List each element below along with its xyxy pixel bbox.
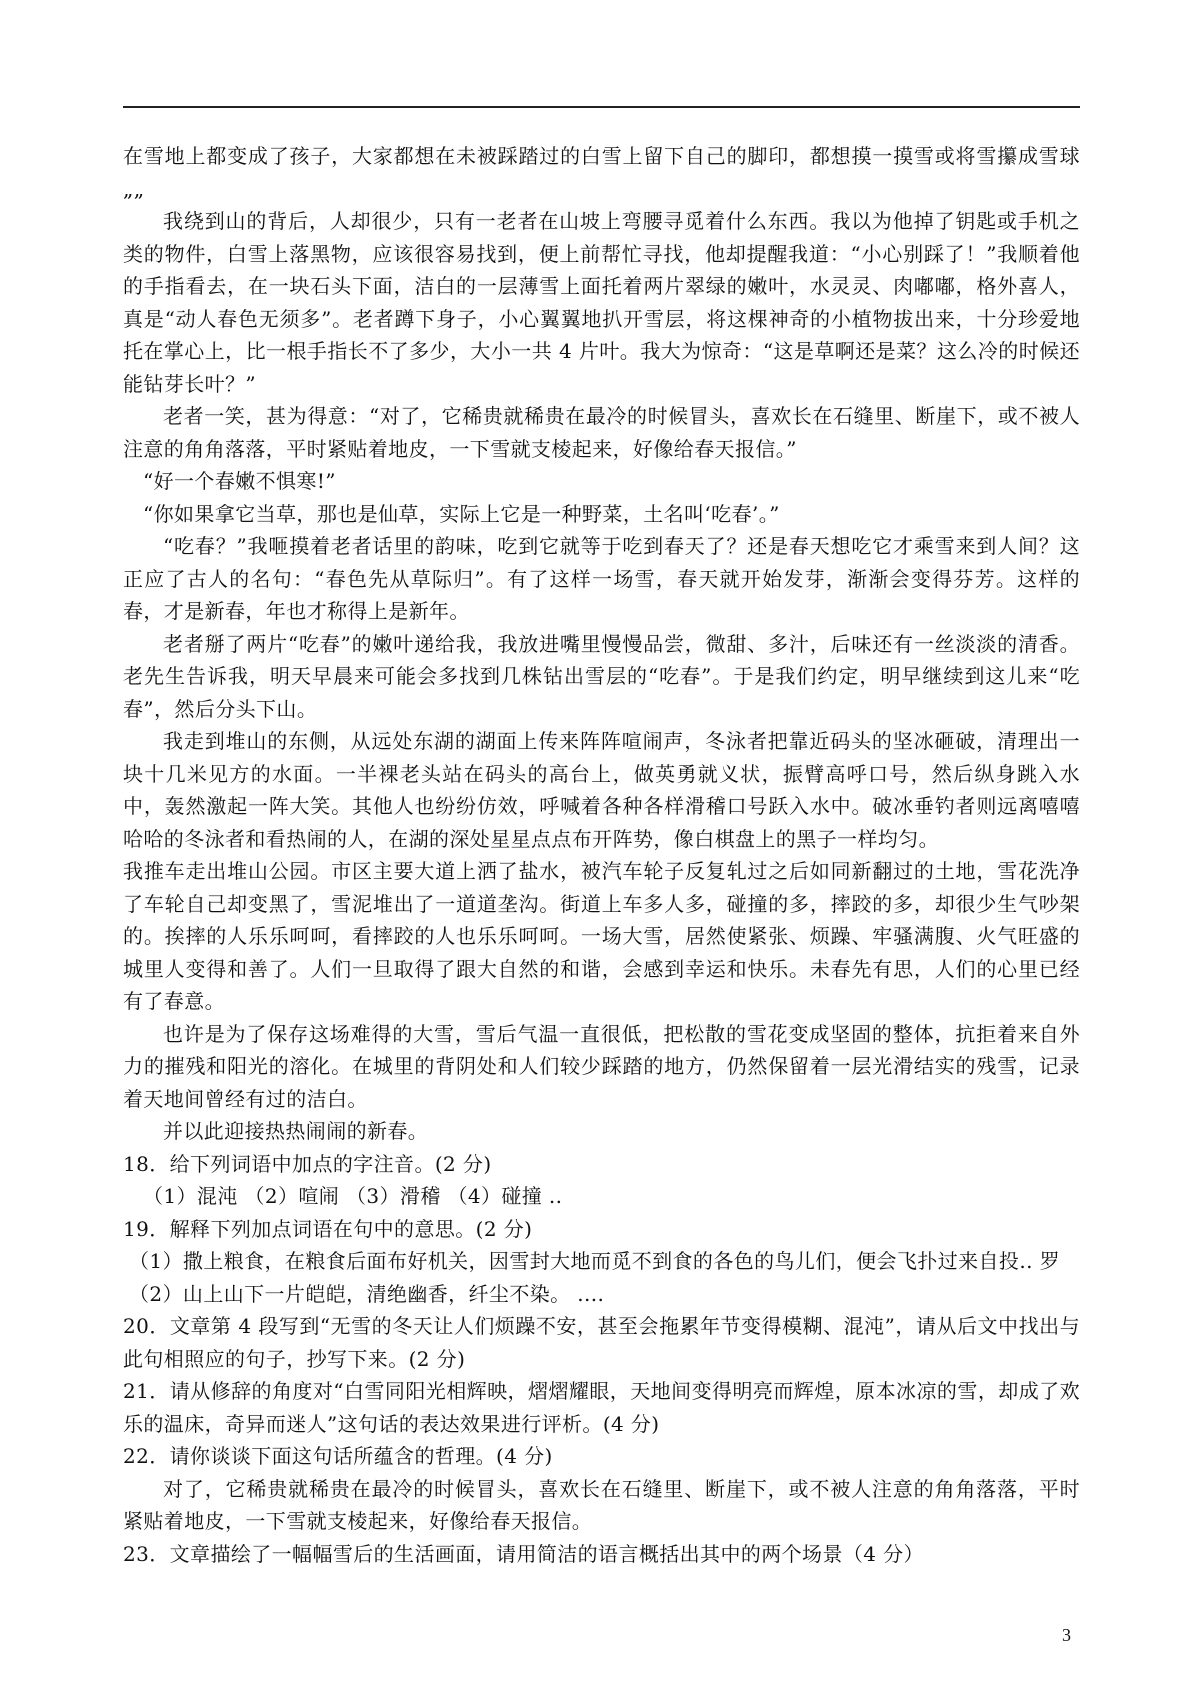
- paragraph: “吃春？”我咂摸着老者话里的韵味，吃到它就等于吃到春天了？还是春天想吃它才乘雪来到人间？这正应了古人的名句：“春色先从草际归”。有了这样一场雪，春天就开始发芽，渐渐会变得芬芳。这样的春，才是新春，年也才称得上是新年。: [123, 534, 1080, 623]
- paragraph: 我绕到山的背后，人却很少，只有一老者在山坡上弯腰寻觅着什么东西。我以为他掉了钥匙或手机之类的物件，白雪上落黑物，应该很容易找到，便上前帮忙寻找，他却提醒我道：“小心别踩了！”我顺着他的手指看去，在一块石头下面，洁白的一层薄雪上面托着两片翠绿的嫩叶，水灵灵、肉嘟嘟，格外喜人，真是“动人春色无须多”。老者蹲下身子，小心翼翼地扒开雪层，将这棵神奇的小植物拔出来，十分珍爱地托在掌心上，比一根手指长不了多少，大小一共 4 片叶。我大为惊奇：“这是草啊还是菜？这么冷的时候还能钻芽长叶？”: [123, 209, 1080, 396]
- paragraph: 我推车走出堆山公园。市区主要大道上洒了盐水，被汽车轮子反复轧过之后如同新翻过的土地，雪花洗净了车轮自己却变黑了，雪泥堆出了一道道垄沟。街道上车多人多，碰撞的多，摔跤的多，却很少生气吵架的。挨摔的人乐乐呵呵，看摔跤的人也乐乐呵呵。一场大雪，居然使紧张、烦躁、牢骚满腹、火气旺盛的城里人变得和善了。人们一旦取得了跟大自然的和谐，会感到幸运和快乐。未春先有思，人们的心里已经有了春意。: [123, 859, 1080, 1013]
- question-19-item: （1）撒上粮食，在粮食后面布好机关，因雪封大地而觅不到食的各色的鸟儿们，便会飞扑过来自投.. 罗: [129, 1249, 1060, 1273]
- paragraph: 老者掰了两片“吃春”的嫩叶递给我，我放进嘴里慢慢品尝，微甜、多汁，后味还有一丝淡淡的清香。老先生告诉我，明天早晨来可能会多找到几株钻出雪层的“吃春”。于是我们约定，明早继续到这儿来“吃春”，然后分头下山。: [123, 631, 1080, 721]
- paragraph: 并以此迎接热热闹闹的新春。: [163, 1119, 429, 1143]
- question-18-stem: 18．给下列词语中加点的字注音。(2 分): [123, 1151, 492, 1176]
- header-rule: [123, 106, 1080, 108]
- question-21-stem: 21．请从修辞的角度对“白雪同阳光相辉映，熠熠耀眼，天地间变得明亮而辉煌，原本冰凉的雪，却成了欢乐的温床，奇异而迷人”这句话的表达效果进行评析。(4 分): [123, 1379, 1080, 1436]
- paragraph: 也许是为了保存这场难得的大雪，雪后气温一直很低，把松散的雪花变成坚固的整体，抗拒着来自外力的摧残和阳光的溶化。在城里的背阴处和人们较少踩踏的地方，仍然保留着一层光滑结实的残雪，记录着天地间曾经有过的洁白。: [123, 1021, 1080, 1111]
- question-22-quote: 对了，它稀贵就稀贵在最冷的时候冒头，喜欢长在石缝里、断崖下，或不被人注意的角角落落，平时紧贴着地皮，一下雪就支棱起来，好像给春天报信。: [123, 1476, 1080, 1533]
- paragraph: 老者一笑，甚为得意：“对了，它稀贵就稀贵在最冷的时候冒头，喜欢长在石缝里、断崖下，或不被人注意的角角落落，平时紧贴着地皮，一下雪就支棱起来，好像给春天报信。”: [123, 404, 1080, 461]
- question-23-stem: 23．文章描绘了一幅幅雪后的生活画面，请用简洁的语言概括出其中的两个场景（4 分）: [123, 1541, 924, 1566]
- paragraph: “你如果拿它当草，那也是仙草，实际上它是一种野菜，土名叫‘吃春’。”: [143, 501, 780, 526]
- paragraph: “好一个春嫩不惧寒!”: [143, 469, 336, 493]
- question-19-item: （2）山上山下一片皑皑，清绝幽香，纤尘不染。 ....: [129, 1281, 605, 1306]
- question-22-stem: 22．请你谈谈下面这句话所蕴含的哲理。(4 分): [123, 1444, 553, 1468]
- article-body: [123, 140, 1080, 1570]
- paragraph: 我走到堆山的东侧，从远处东湖的湖面上传来阵阵喧闹声，冬泳者把靠近码头的坚冰砸破，清理出一块十几米见方的水面。一半裸老头站在码头的高台上，做英勇就义状，振臂高呼口号，然后纵身跳入水中，轰然激起一阵大笑。其他人也纷纷仿效，呼喊着各种各样滑稽口号跃入水中。破冰垂钓者则远离嘻嘻哈哈的冬泳者和看热闹的人，在湖的深处星星点点布开阵势，像白棋盘上的黑子一样均匀。: [123, 729, 1080, 851]
- question-20-stem: 20．文章第 4 段写到“无雪的冬天让人们烦躁不安，甚至会拖累年节变得模糊、混沌”，请从后文中找出与此句相照应的句子，抄写下来。(2 分): [123, 1314, 1080, 1371]
- paragraph: 在雪地上都变成了孩子，大家都想在未被踩踏过的白雪上留下自己的脚印，都想摸一摸雪或将雪攥成雪球„„: [123, 144, 1080, 201]
- question-19-stem: 19．解释下列加点词语在句中的意思。(2 分): [123, 1216, 533, 1241]
- question-18-item: （1）混沌 （2）喧闹 （3）滑稽 （4）碰撞 ..: [143, 1184, 563, 1208]
- page-number: 3: [1062, 1625, 1071, 1645]
